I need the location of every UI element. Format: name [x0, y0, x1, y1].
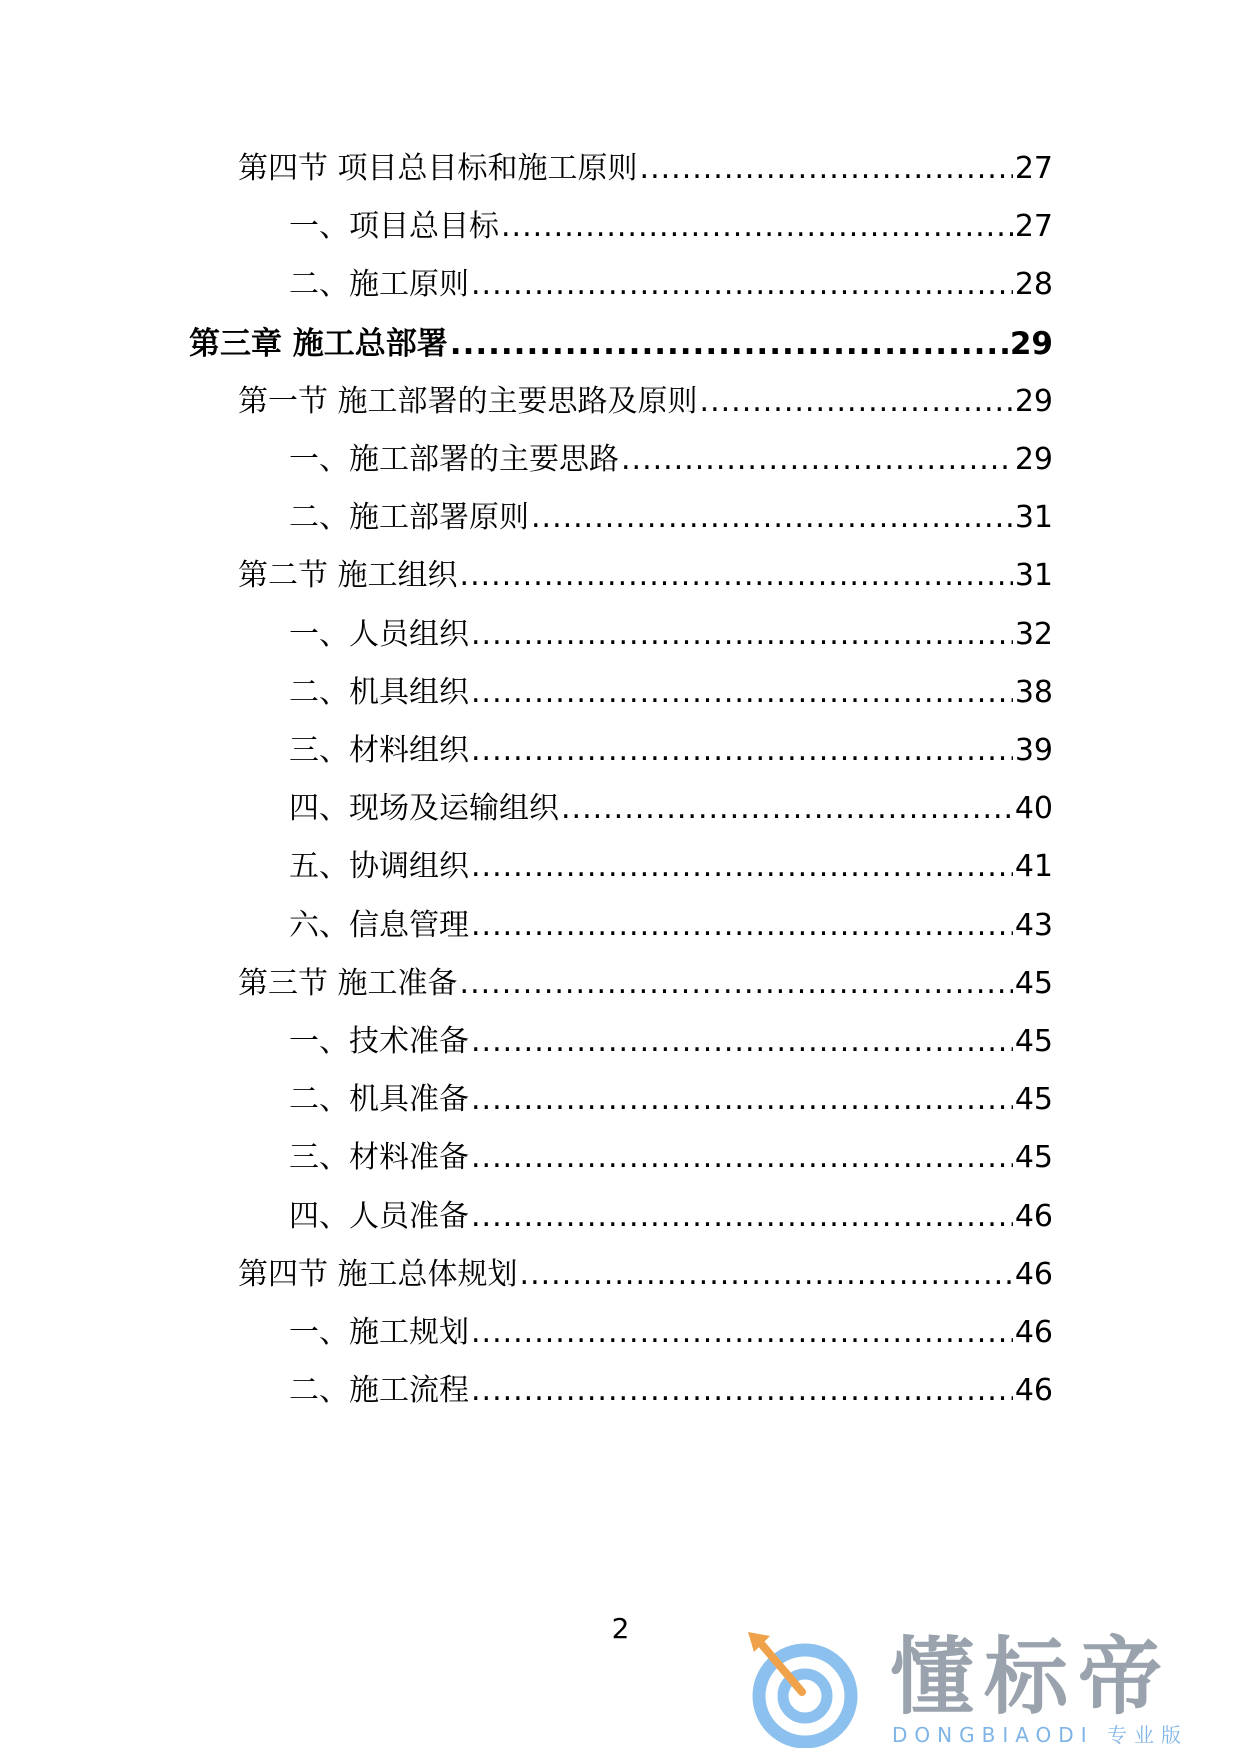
toc-entry[interactable] — [289, 1197, 1053, 1237]
toc-entry[interactable] — [189, 324, 1053, 364]
toc-entry-title: 第一节 施工部署的主要思路及原则 — [238, 383, 698, 419]
toc-entry-page: 31 — [1014, 558, 1053, 594]
toc-entry[interactable] — [238, 556, 1053, 596]
toc-dot-leader — [471, 615, 1013, 655]
toc-dot-leader — [640, 149, 1013, 189]
toc-entry-title: 一、项目总目标 — [289, 209, 499, 245]
toc-entry-page: 29 — [1014, 442, 1053, 477]
toc-entry-page: 38 — [1014, 674, 1053, 710]
toc-entry-page: 45 — [1014, 965, 1053, 1001]
toc-dot-leader — [471, 1313, 1013, 1353]
toc-entry-title: 一、人员组织 — [289, 616, 469, 652]
watermark-brand-name: 懂标帝 — [890, 1628, 1173, 1726]
toc-entry[interactable] — [289, 615, 1053, 655]
toc-entry-title: 五、协调组织 — [289, 849, 469, 885]
toc-dot-leader — [700, 382, 1013, 422]
toc-entry-page: 45 — [1014, 1082, 1053, 1118]
watermark-subtitle: DONGBIAODI 专业版 — [892, 1723, 1188, 1747]
toc-entry-page: 28 — [1014, 267, 1053, 303]
toc-entry[interactable] — [238, 1255, 1053, 1295]
toc-dot-leader — [471, 1197, 1013, 1237]
toc-entry-title: 二、施工原则 — [289, 267, 469, 303]
toc-entry-page: 41 — [1014, 849, 1053, 885]
toc-dot-leader — [471, 673, 1013, 713]
toc-entry-title: 三、材料准备 — [289, 1140, 469, 1176]
toc-entry[interactable] — [238, 149, 1053, 189]
toc-entry-title: 二、施工流程 — [289, 1373, 469, 1409]
toc-entry[interactable] — [289, 789, 1053, 829]
toc-entry[interactable] — [289, 498, 1053, 538]
toc-entry-title: 二、机具准备 — [289, 1082, 469, 1118]
toc-dot-leader — [531, 498, 1013, 538]
toc-dot-leader — [471, 1022, 1013, 1062]
toc-entry[interactable] — [289, 440, 1053, 480]
toc-entry-title: 一、施工规划 — [289, 1315, 469, 1350]
toc-entry-page: 46 — [1014, 1373, 1053, 1409]
toc-entry[interactable] — [289, 731, 1053, 771]
toc-entry[interactable] — [289, 1371, 1053, 1411]
toc-entry[interactable] — [289, 847, 1053, 887]
toc-dot-leader — [561, 789, 1013, 829]
toc-entry-page: 46 — [1014, 1315, 1053, 1350]
toc-dot-leader — [471, 847, 1013, 887]
toc-dot-leader — [471, 1138, 1013, 1178]
toc-entry-page: 39 — [1014, 733, 1053, 768]
toc-dot-leader — [501, 207, 1013, 247]
toc-entry-title: 第三章 施工总部署 — [189, 325, 448, 362]
toc-dot-leader — [460, 556, 1013, 596]
toc-entry[interactable] — [289, 906, 1053, 946]
toc-dot-leader — [471, 906, 1013, 946]
toc-entry-title: 二、机具组织 — [289, 674, 469, 710]
toc-entry-title: 第四节 项目总目标和施工原则 — [238, 151, 638, 186]
toc-entry[interactable] — [289, 1022, 1053, 1062]
toc-dot-leader — [471, 1080, 1013, 1120]
toc-entry-page: 46 — [1014, 1256, 1053, 1292]
toc-entry-title: 一、技术准备 — [289, 1024, 469, 1059]
toc-entry-page: 27 — [1014, 209, 1053, 245]
toc-dot-leader — [471, 731, 1013, 771]
toc-entry[interactable] — [238, 382, 1053, 422]
toc-entry-page: 27 — [1014, 151, 1053, 186]
toc-dot-leader — [471, 265, 1013, 305]
target-arrow-logo-icon — [740, 1628, 870, 1748]
toc-entry-page: 45 — [1014, 1140, 1053, 1176]
toc-entry-page: 32 — [1014, 616, 1053, 652]
toc-entry[interactable] — [289, 1138, 1053, 1178]
toc-entry-title: 第二节 施工组织 — [238, 558, 458, 594]
toc-entry[interactable] — [289, 265, 1053, 305]
toc-entry-page: 29 — [1009, 325, 1053, 362]
toc-entry-title: 第三节 施工准备 — [238, 965, 458, 1001]
toc-entry-page: 29 — [1014, 383, 1053, 419]
toc-entry-page: 40 — [1014, 791, 1053, 827]
toc-dot-leader — [450, 324, 1008, 364]
toc-entry[interactable] — [289, 207, 1053, 247]
toc-entry-title: 四、现场及运输组织 — [289, 791, 559, 827]
toc-entry-title: 二、施工部署原则 — [289, 500, 529, 536]
toc-entry[interactable] — [289, 673, 1053, 713]
toc-entry-title: 一、施工部署的主要思路 — [289, 442, 619, 477]
toc-entry-title: 六、信息管理 — [289, 907, 469, 943]
toc-entry-page: 46 — [1014, 1198, 1053, 1234]
toc-entry[interactable] — [238, 964, 1053, 1004]
toc-entry-title: 四、人员准备 — [289, 1198, 469, 1234]
page-number: 2 — [611, 1612, 630, 1645]
toc-entry-page: 43 — [1014, 907, 1053, 943]
toc-dot-leader — [621, 440, 1013, 480]
toc-dot-leader — [460, 964, 1013, 1004]
toc-entry-page: 45 — [1014, 1024, 1053, 1059]
watermark — [740, 1628, 1220, 1748]
toc-entry-page: 31 — [1014, 500, 1053, 536]
toc-entry[interactable] — [289, 1080, 1053, 1120]
toc-dot-leader — [520, 1255, 1013, 1295]
toc-entry[interactable] — [289, 1313, 1053, 1353]
toc-entry-title: 第四节 施工总体规划 — [238, 1256, 518, 1292]
toc-entry-title: 三、材料组织 — [289, 733, 469, 768]
toc-dot-leader — [471, 1371, 1013, 1411]
